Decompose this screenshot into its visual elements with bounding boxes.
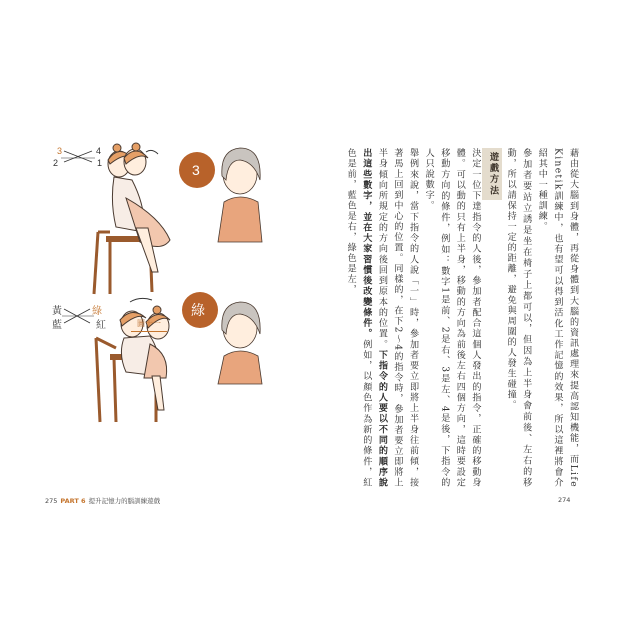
paragraph-4-d: 例如，以顏色作為新的條件，紅色是前，藍色是右，綠色是左， [345, 148, 372, 489]
diagram-numbers [53, 146, 102, 168]
left-page-number: 275 [45, 497, 58, 505]
paragraph-1: 藉由從大腦到身體，再從身體到大腦的資訊處理來提高認知機能，而Life Kinetik訓練中，也有望可以得到活化工作記憶的效果，所以這裡將會介紹其中一種訓練。 [536, 148, 578, 488]
num-bottom-right: 1 [97, 158, 103, 168]
paragraph-4 [342, 148, 420, 488]
illustration-figure-11 [40, 122, 290, 482]
part-label: PART 6 [60, 497, 86, 505]
paragraph-4-bold-2: 並在大家習慣後改變條件。 [361, 211, 372, 340]
paragraph-4-a: 舉例來說，當下指令的人說「一」時，參加者要立即將上半身往前傾，接著馬上回到中心的位置。同樣的，在下2～4的指令時，參加者要立即將上半身傾向所規定的方向後回到原本的位置。 [376, 148, 419, 488]
speech-color: 綠 [191, 303, 205, 319]
chapter-title: 提升記憶力的腦訓練遊戲 [88, 497, 161, 505]
num-bottom-left: 2 [53, 158, 59, 168]
num-top-left: 3 [57, 146, 63, 156]
right-page-number: 274 [558, 496, 571, 504]
paragraph-3: 決定一位下達指令的人後，參加者配合這個人發出的指令，正確的移動身體。可以動的只有上半身，移動的方向為前後左右四個方向，這時要設定移動方向的條件，例如：數字1是前、2是右、3是左、4是後，下指令的人只說數字。 [423, 148, 481, 488]
color-top-right: 綠 [92, 306, 102, 317]
instructor-1 [179, 148, 262, 242]
seated-women-2 [96, 298, 170, 422]
paragraph-2: 參加者要站立誘是坐在椅子上都可以，但因為上半身會前後、左右的移動，所以請保持一定的距離，避免與周圍的人發生碰撞。 [505, 148, 532, 488]
instructor-2 [182, 292, 262, 384]
section-label: 遊戲方法 [482, 148, 502, 200]
color-bottom-right: 紅 [96, 320, 106, 331]
footer-left [45, 496, 160, 505]
body-text [330, 148, 580, 488]
seated-women-1 [94, 143, 170, 294]
speech-number: 3 [192, 162, 200, 178]
color-top-left: 黃 [52, 306, 62, 317]
num-top-right: 4 [96, 146, 102, 156]
color-bottom-left: 藍 [52, 320, 62, 331]
figure-caption: 圖十一 [137, 319, 161, 328]
caption-underline [131, 331, 167, 332]
diagram-colors [52, 304, 106, 331]
paragraph-4-bold-1: 下指令的人要以不同的順序說出這些數字， [361, 148, 387, 489]
book-spread [40, 122, 580, 512]
